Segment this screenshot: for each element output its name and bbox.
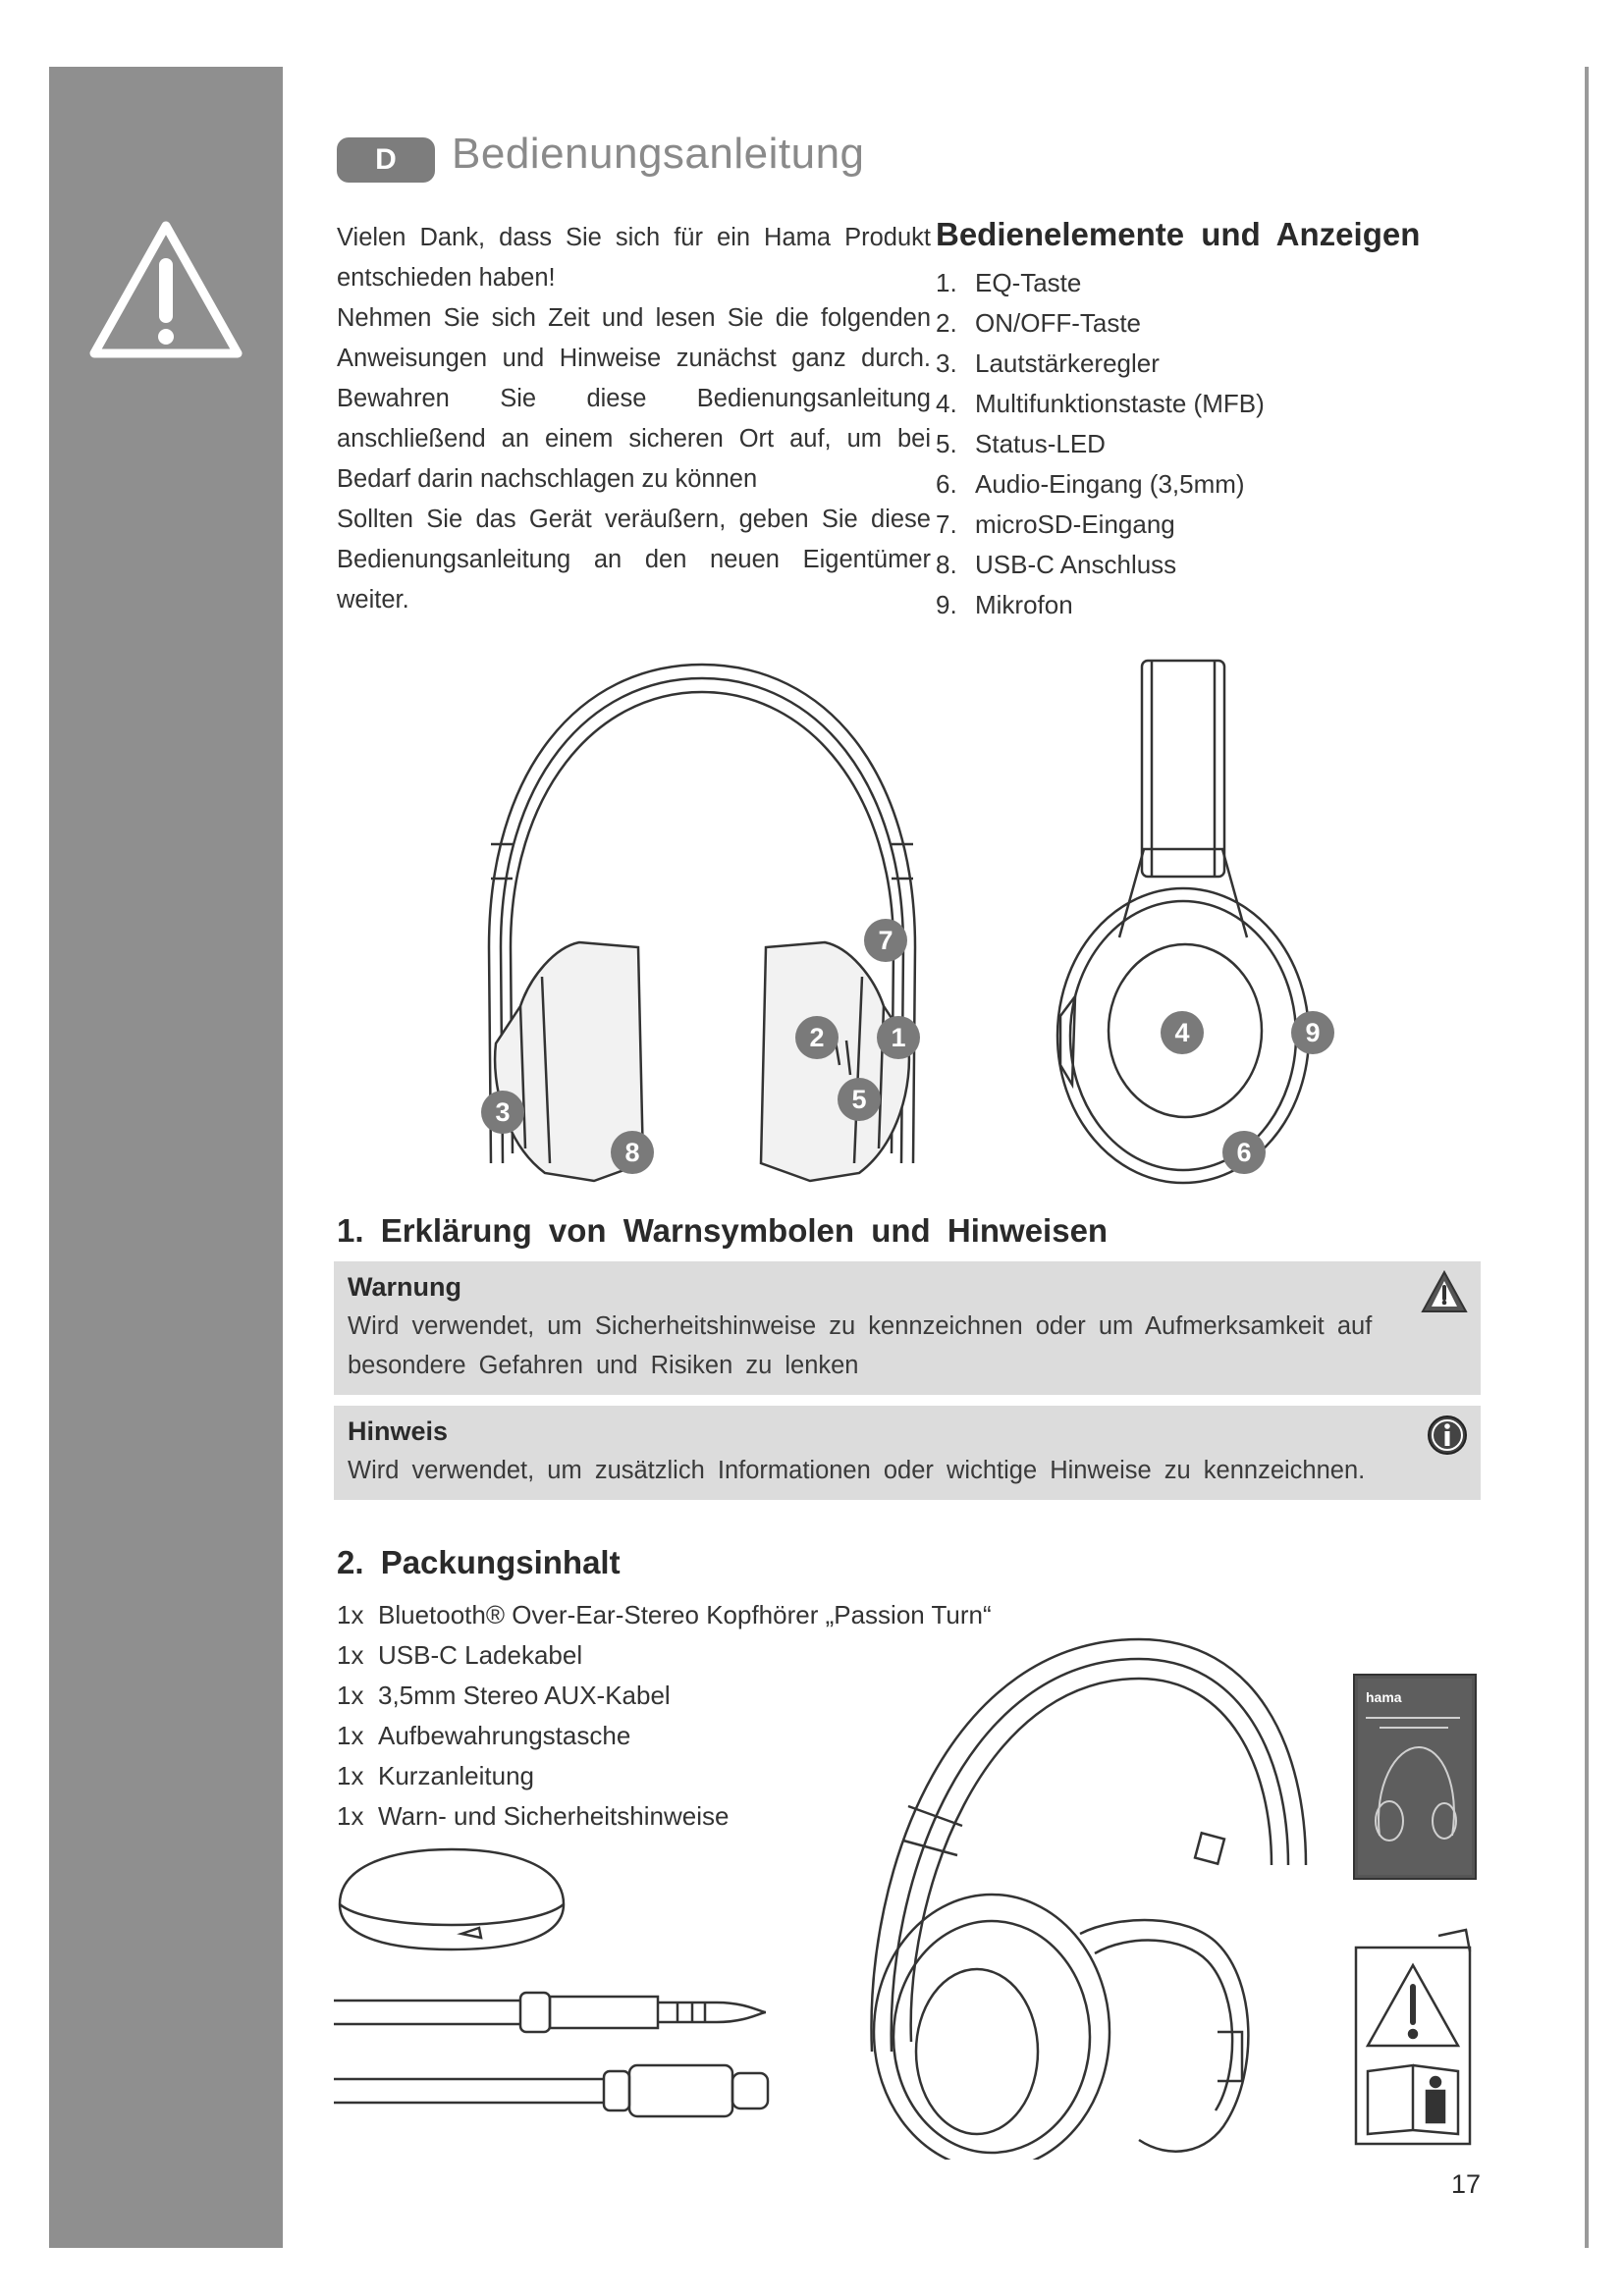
item-number: 8. — [936, 550, 957, 579]
item-number: 5. — [936, 429, 957, 458]
quick-guide-illustration — [1350, 1669, 1480, 1885]
item-qty: 1x — [337, 1640, 364, 1670]
headphones-side-illustration — [1051, 653, 1345, 1191]
warning-triangle-icon — [86, 218, 245, 361]
controls-list-item — [936, 384, 1265, 424]
controls-list-item — [936, 505, 1265, 545]
item-number: 1. — [936, 268, 957, 297]
warning-text: Wird verwendet, um Sicherheitshinweise zu kennzeichnen oder um Aufmerksamkeit auf besondere Gefahren und Risiken zu lenken — [348, 1312, 1373, 1379]
controls-list-item — [936, 303, 1265, 344]
warning-triangle-icon — [1420, 1269, 1469, 1314]
page-number: 17 — [1451, 2169, 1482, 2199]
controls-heading: Bedienelemente und Anzeigen — [936, 216, 1421, 252]
section-heading: 2. Packungsinhalt — [337, 1544, 621, 1580]
item-number: 4. — [936, 389, 957, 418]
callout-7: 7 — [864, 919, 907, 962]
item-qty: 1x — [337, 1600, 364, 1629]
item-label: 3,5mm Stereo AUX-Kabel — [378, 1681, 671, 1710]
intro-paragraph: Sollten Sie das Gerät veräußern, geben Sie diese Bedienungsanleitung an den neuen Eigentümer weiter. — [337, 506, 931, 614]
intro-paragraph: Vielen Dank, dass Sie sich für ein Hama Produkt entschieden haben! — [337, 224, 931, 292]
headphones-product-illustration — [844, 1620, 1316, 2160]
item-qty: 1x — [337, 1761, 364, 1790]
callout-9: 9 — [1291, 1011, 1334, 1054]
cables-illustration — [334, 1963, 776, 2140]
callout-1: 1 — [877, 1016, 920, 1059]
callout-5: 5 — [838, 1078, 881, 1121]
item-label: Lautstärkeregler — [975, 348, 1160, 378]
controls-list-item — [936, 585, 1265, 625]
item-number: 3. — [936, 348, 957, 378]
note-title: Hinweis — [348, 1416, 449, 1446]
item-qty: 1x — [337, 1721, 364, 1750]
safety-leaflet-illustration — [1350, 1924, 1480, 2150]
item-label: Warn- und Sicherheitshinweise — [378, 1801, 730, 1831]
callout-2: 2 — [795, 1016, 839, 1059]
item-label: Status-LED — [975, 429, 1106, 458]
controls-list-item — [936, 263, 1265, 303]
item-label: ON/OFF-Taste — [975, 308, 1142, 338]
item-label: Mikrofon — [975, 590, 1073, 619]
controls-list-item — [936, 545, 1265, 585]
warning-title: Warnung — [348, 1272, 461, 1302]
language-badge: D — [337, 137, 435, 183]
callout-6: 6 — [1222, 1131, 1266, 1174]
controls-list — [936, 263, 1265, 625]
left-sidebar-band — [49, 67, 283, 2248]
item-label: Multifunktionstaste (MFB) — [975, 389, 1265, 418]
item-label: Aufbewahrungstasche — [378, 1721, 631, 1750]
item-label: Audio-Eingang (3,5mm) — [975, 469, 1245, 499]
controls-list-item — [936, 344, 1265, 384]
callout-8: 8 — [611, 1131, 654, 1174]
item-qty: 1x — [337, 1681, 364, 1710]
item-label: Kurzanleitung — [378, 1761, 534, 1790]
item-number: 2. — [936, 308, 957, 338]
controls-list-item — [936, 464, 1265, 505]
item-qty: 1x — [337, 1801, 364, 1831]
storage-pouch-illustration — [334, 1845, 569, 1953]
intro-text — [337, 218, 931, 620]
section-heading: 1. Erklärung von Warnsymbolen und Hinweisen — [337, 1212, 1109, 1249]
callout-4: 4 — [1161, 1011, 1204, 1054]
item-label: USB-C Anschluss — [975, 550, 1177, 579]
item-label: USB-C Ladekabel — [378, 1640, 583, 1670]
item-label: Bluetooth® Over-Ear-Stereo Kopfhörer „Passion Turn“ — [378, 1600, 992, 1629]
controls-list-item — [936, 424, 1265, 464]
item-number: 6. — [936, 469, 957, 499]
page-title: Bedienungsanleitung — [452, 130, 865, 178]
info-icon — [1426, 1414, 1469, 1457]
item-number: 7. — [936, 509, 957, 539]
right-margin-rule — [1585, 67, 1589, 2248]
manual-brand-logo: hama — [1366, 1689, 1402, 1705]
item-label: EQ-Taste — [975, 268, 1082, 297]
warning-box — [334, 1261, 1481, 1395]
callout-3: 3 — [481, 1091, 524, 1134]
intro-paragraph: Nehmen Sie sich Zeit und lesen Sie die folgenden Anweisungen und Hinweise zunächst ganz durch. Bewahren Sie diese Bedienungsanleitung anschließend an einem sicheren Ort auf, um bei Bedarf darin nachschlagen zu können — [337, 304, 931, 493]
item-number: 9. — [936, 590, 957, 619]
note-text: Wird verwendet, um zusätzlich Informationen oder wichtige Hinweise zu kennzeichnen. — [348, 1457, 1366, 1484]
note-box — [334, 1406, 1481, 1500]
item-label: microSD-Eingang — [975, 509, 1175, 539]
